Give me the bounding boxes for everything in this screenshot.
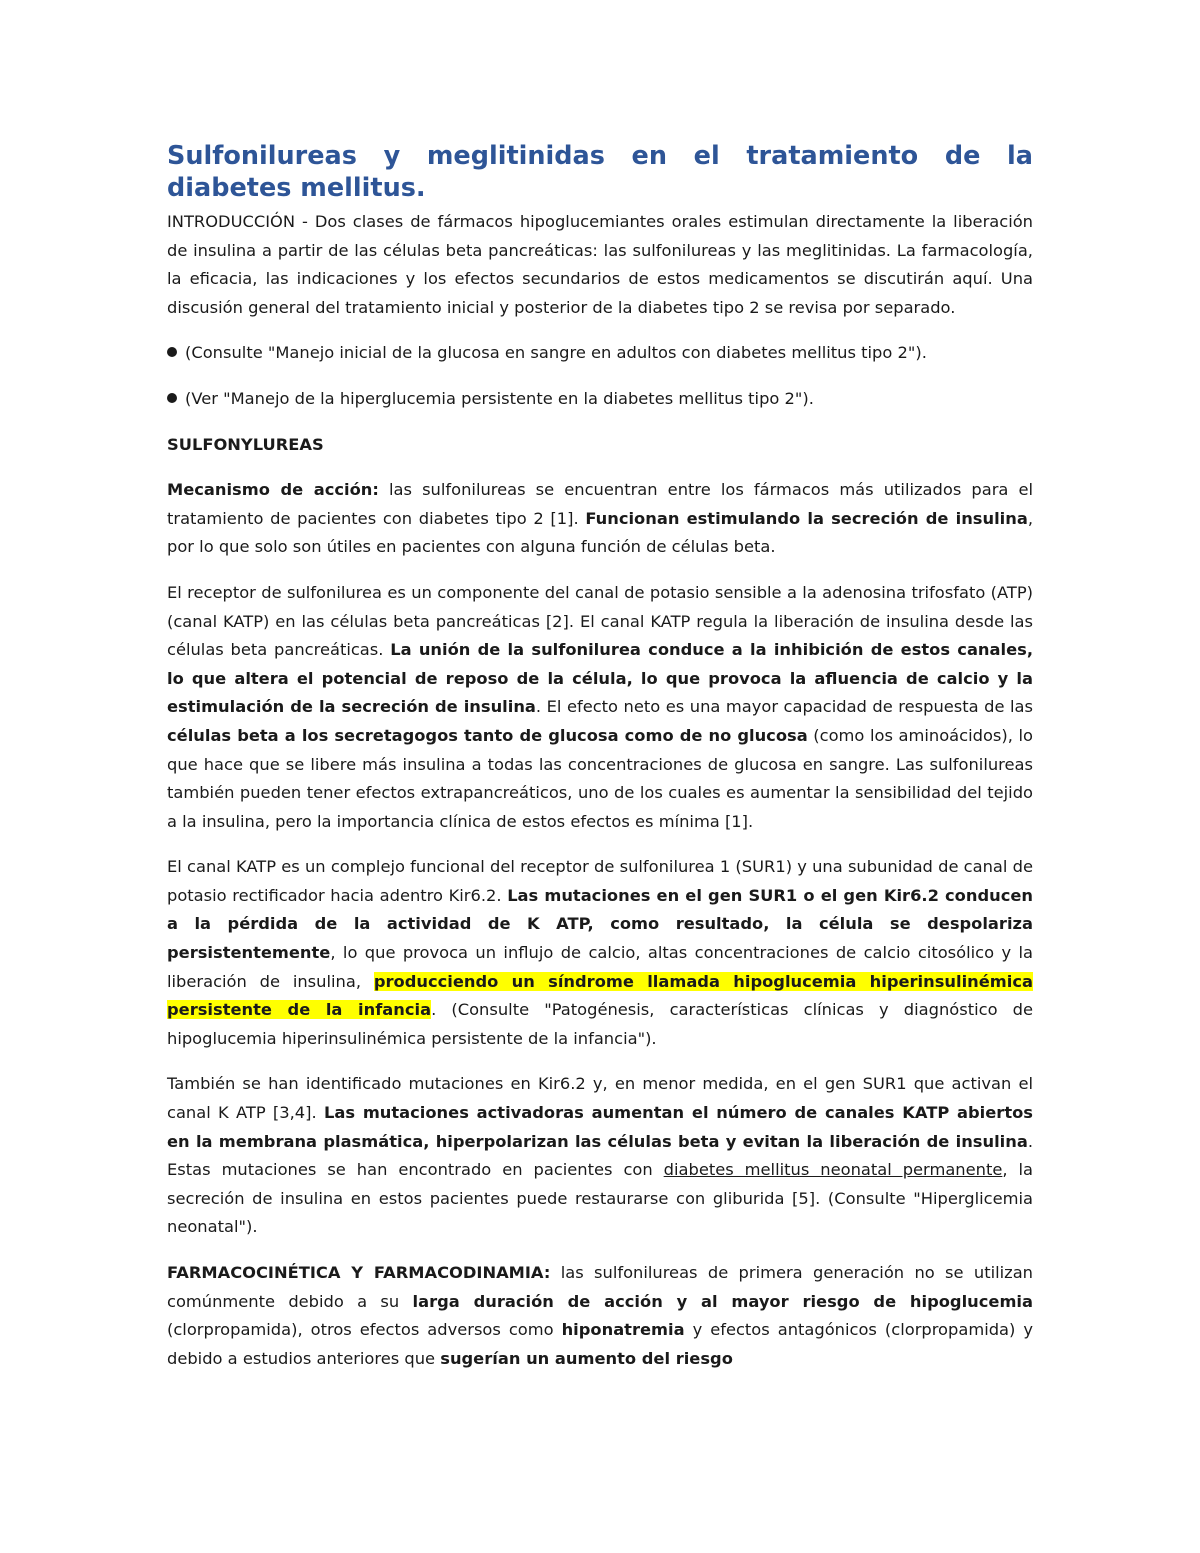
list-item-text: (Consulte "Manejo inicial de la glucosa en sangre en adultos con diabetes mellitus tipo 2").	[185, 343, 927, 363]
body-text: , lo que provoca un influjo de calcio, altas concentraciones de calcio citosólico y la liberación de insulina,	[167, 943, 1033, 991]
intro-paragraph: INTRODUCCIÓN - Dos clases de fármacos hipoglucemiantes orales estimulan directamente la liberación de insulina a partir de las células beta pancreáticas: las sulfonilureas y las meglitinidas. La farmacología, la eficacia, las indicaciones y los efectos secundarios de estos medicamentos se discutirán aquí. Una discusión general del tratamiento inicial y posterior de la diabetes tipo 2 se revisa por separado.	[167, 212, 1033, 317]
body-text: , la secreción de insulina en estos pacientes puede restaurarse con gliburida [5]. (Consulte "Hiperglicemia neonatal").	[167, 1160, 1033, 1237]
body-text: (como los aminoácidos), lo que hace que se libere más insulina a todas las concentraciones de glucosa en sangre. Las sulfonilureas también pueden tener efectos extrapancreáticos, uno de los cuales es aumentar la sensibilidad del tejido a la insulina, pero la importancia clínica de estos efectos es mínima [1].	[167, 725, 1033, 831]
document-title	[167, 140, 1033, 204]
bullet-icon	[167, 393, 177, 403]
body-text: También se han identificado mutaciones en Kir6.2 y, en menor medida, en el gen SUR1 que activan el canal K ATP [3,4].	[167, 1074, 1033, 1123]
title-line-2: diabetes mellitus.	[167, 173, 426, 203]
bullet-icon	[167, 347, 177, 357]
katp-paragraph	[167, 853, 1033, 1053]
body-text: las sulfonilureas se encuentran entre los fármacos más utilizados para el tratamiento de pacientes con diabetes tipo 2 [1].	[167, 480, 1034, 528]
pharmacokinetics-paragraph	[167, 1259, 1033, 1373]
body-text: y efectos antagónicos (clorpropamida) y debido a estudios anteriores que	[167, 1320, 1034, 1368]
bold-text: FARMACOCINÉTICA Y FARMACODINAMIA:	[167, 1263, 551, 1282]
body-text: . (Consulte "Patogénesis, características clínicas y diagnóstico de hipoglucemia hiperinsulinémica persistente de la infancia").	[167, 1000, 1033, 1048]
title-line-1: Sulfonilureas y meglitinidas en el tratamiento de la	[167, 141, 1033, 171]
bold-text: hiponatremia	[561, 1320, 685, 1340]
body-text: El canal KATP es un complejo funcional del receptor de sulfonilurea 1 (SUR1) y una subunidad de canal de potasio rectificador hacia adentro Kir6.2.	[167, 857, 1033, 905]
bold-text: células beta a los secretagogos tanto de glucosa como de no glucosa	[167, 725, 808, 745]
bold-text: Mecanismo de acción:	[167, 480, 379, 500]
list-item-text: (Ver "Manejo de la hiperglucemia persistente en la diabetes mellitus tipo 2").	[185, 388, 814, 408]
body-text: las sulfonilureas de primera generación no se utilizan comúnmente debido a su	[167, 1263, 1034, 1311]
highlighted-bold-text: producciendo un síndrome llamada hipoglucemia hiperinsulinémica persistente de la infancia	[167, 971, 1033, 1020]
mutations-paragraph	[167, 1070, 1033, 1242]
bold-text: sugerían un aumento del riesgo	[440, 1348, 733, 1368]
bold-text: Funcionan estimulando la secreción de insulina	[585, 508, 1028, 528]
body-text: . Estas mutaciones se han encontrado en pacientes con	[167, 1131, 1033, 1180]
document-page	[167, 140, 1033, 1390]
underlined-link[interactable]: diabetes mellitus neonatal permanente	[663, 1160, 1003, 1180]
mechanism-paragraph	[167, 476, 1033, 562]
body-text: (clorpropamida), otros efectos adversos como	[167, 1320, 562, 1340]
body-text: , por lo que solo son útiles en pacientes con alguna función de células beta.	[167, 508, 1033, 557]
section-heading: SULFONYLUREAS	[167, 434, 324, 454]
bold-text: La unión de la sulfonilurea conduce a la inhibición de estos canales, lo que altera el potencial de reposo de la célula, lo que provoca la afluencia de calcio y la estimulación de la secreción de insulina	[167, 640, 1034, 717]
body-text: . El efecto neto es una mayor capacidad de respuesta de las	[535, 697, 1034, 717]
bold-text: Las mutaciones activadoras aumentan el número de canales KATP abiertos en la membrana plasmática, hiperpolarizan las células beta y evitan la liberación de insulina	[167, 1103, 1033, 1151]
bold-text: larga duración de acción y al mayor riesgo de hipoglucemia	[412, 1291, 1033, 1311]
receptor-paragraph	[167, 579, 1033, 836]
bold-text: Las mutaciones en el gen SUR1 o el gen Kir6.2 conducen a la pérdida de la actividad de K ATP, como resultado, la célula se despolariza persistentemente	[167, 885, 1033, 963]
list-item	[167, 339, 1033, 368]
list-item	[167, 385, 1033, 414]
body-text: El receptor de sulfonilurea es un componente del canal de potasio sensible a la adenosina trifosfato (ATP) (canal KATP) en las células beta pancreáticas [2]. El canal KATP regula la liberación de insulina desde las células beta pancreáticas.	[167, 582, 1033, 660]
